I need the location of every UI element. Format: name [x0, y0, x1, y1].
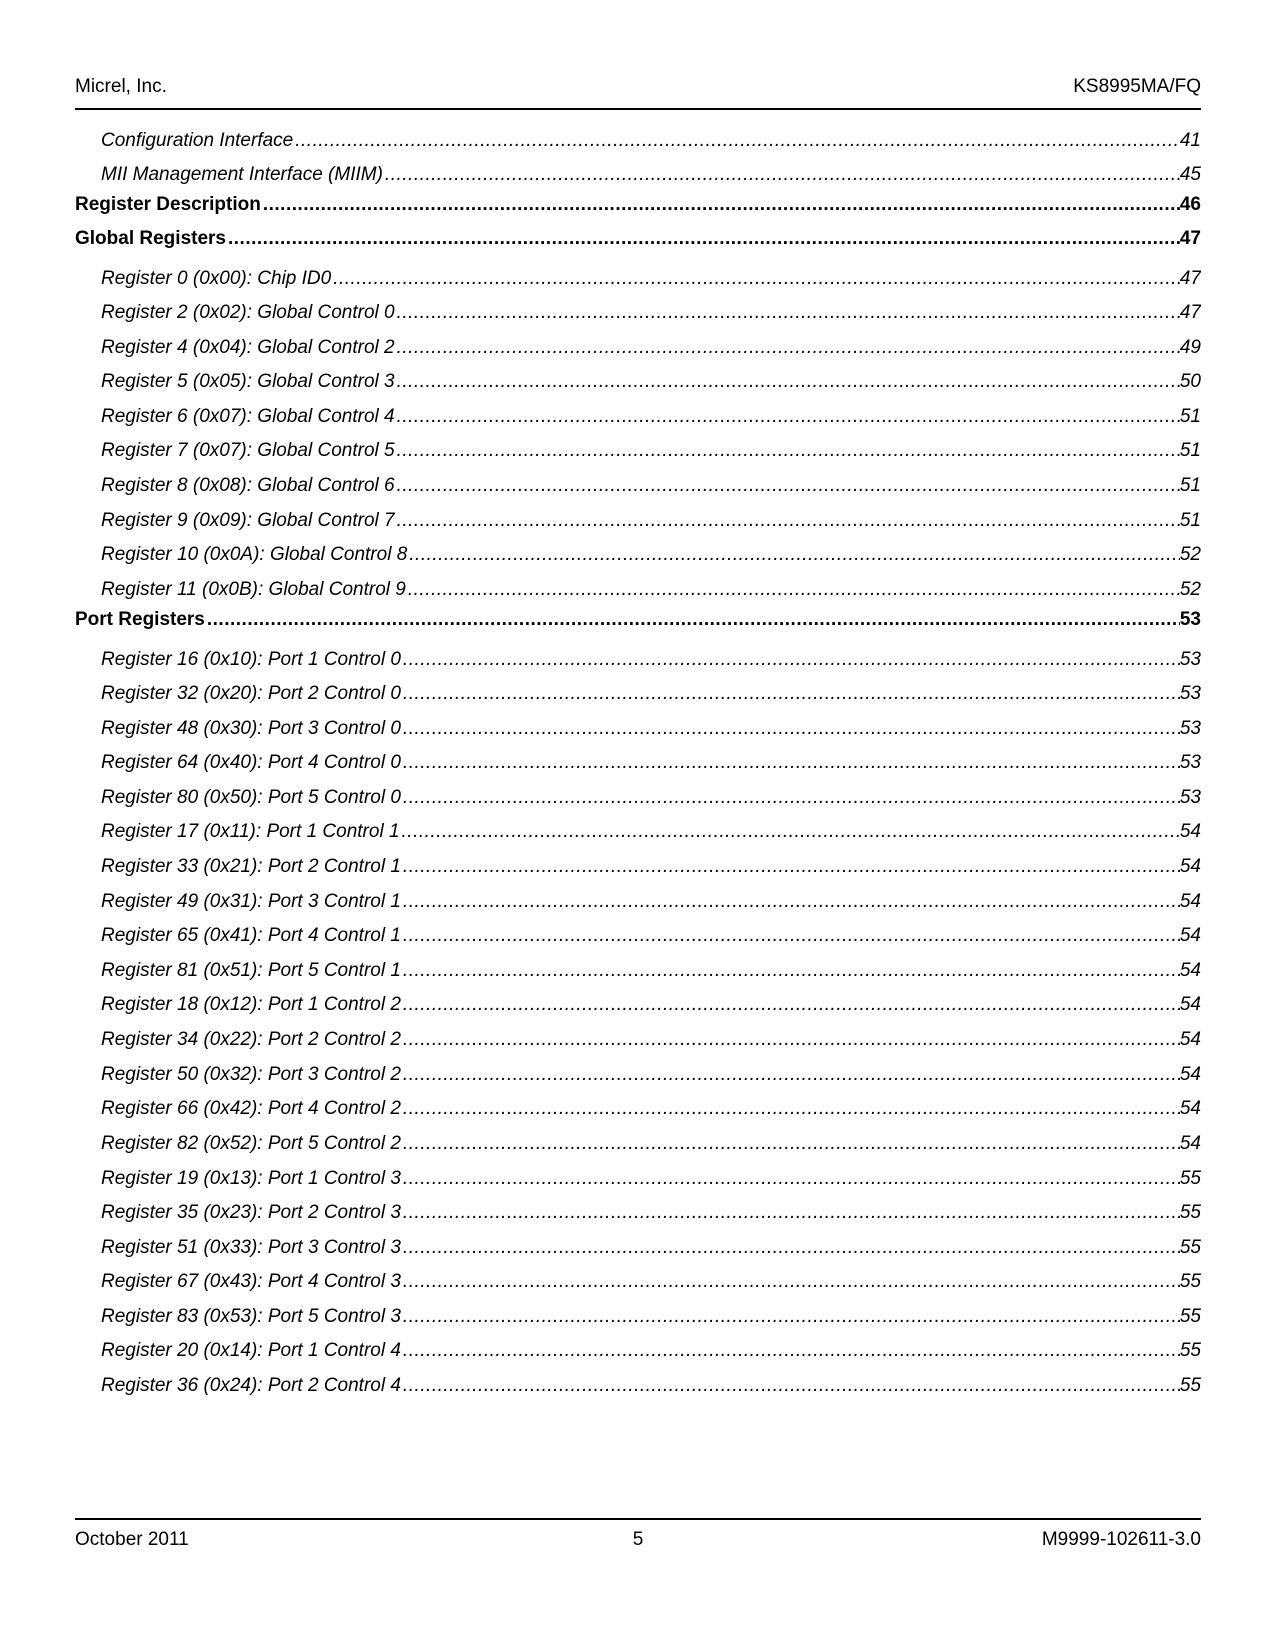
toc-entry[interactable] [101, 818, 1201, 844]
toc-entry[interactable] [101, 472, 1201, 498]
toc-entry[interactable] [101, 368, 1201, 394]
toc-entry-page: 54 [1179, 1133, 1201, 1154]
dot-leader [401, 855, 1180, 879]
toc-entry-page: 55 [1179, 1375, 1201, 1396]
dot-leader [401, 1167, 1180, 1191]
toc-entry-page: 51 [1179, 440, 1201, 461]
page-footer [75, 1518, 1201, 1560]
dot-leader [401, 751, 1180, 775]
dot-leader [401, 959, 1180, 983]
toc-entry[interactable] [101, 991, 1201, 1017]
dot-leader [401, 717, 1180, 741]
toc-entry-title: Register 36 (0x24): Port 2 Control 4 [101, 1375, 401, 1396]
dot-leader [331, 267, 1180, 291]
dot-leader [401, 786, 1180, 810]
toc-entry[interactable] [101, 1061, 1201, 1087]
dot-leader [395, 439, 1180, 463]
toc-entry-title: Global Registers [75, 228, 226, 249]
dot-leader [293, 129, 1180, 153]
toc-entry[interactable] [101, 715, 1201, 741]
dot-leader [261, 193, 1180, 217]
dot-leader [401, 1236, 1180, 1260]
toc-entry[interactable] [101, 1199, 1201, 1225]
toc-entry[interactable] [101, 1026, 1201, 1052]
toc-entry-title: Register 0 (0x00): Chip ID0 [101, 268, 332, 289]
toc-section-heading[interactable] [75, 225, 1201, 251]
toc-entry-title: Register Description [75, 194, 261, 215]
toc-entry[interactable] [101, 1268, 1201, 1294]
toc-entry-title: Register 50 (0x32): Port 3 Control 2 [101, 1064, 401, 1085]
toc-section-heading[interactable] [75, 606, 1201, 632]
toc-entry-page: 55 [1179, 1168, 1201, 1189]
toc-entry-page: 41 [1179, 130, 1201, 151]
toc-entry-page: 55 [1179, 1271, 1201, 1292]
toc-entry-title: Register 9 (0x09): Global Control 7 [101, 510, 395, 531]
dot-leader [395, 405, 1180, 429]
toc-entry-page: 54 [1179, 994, 1201, 1015]
dot-leader [395, 474, 1180, 498]
toc-entry-title: Register 7 (0x07): Global Control 5 [101, 440, 395, 461]
footer-date: October 2011 [75, 1529, 189, 1550]
footer-page-number: 5 [632, 1529, 644, 1550]
toc-entry-title: Register 67 (0x43): Port 4 Control 3 [101, 1271, 401, 1292]
dot-leader [401, 1028, 1180, 1052]
toc-entry-title: Register 2 (0x02): Global Control 0 [101, 302, 395, 323]
toc-entry-title: MII Management Interface (MIIM) [101, 164, 383, 185]
toc-entry[interactable] [101, 1165, 1201, 1191]
dot-leader [401, 1305, 1180, 1329]
toc-entry[interactable] [101, 1234, 1201, 1260]
toc-entry-page: 54 [1179, 960, 1201, 981]
toc-entry-page: 51 [1179, 510, 1201, 531]
toc-entry-title: Register 65 (0x41): Port 4 Control 1 [101, 925, 401, 946]
toc-entry-title: Register 5 (0x05): Global Control 3 [101, 371, 395, 392]
dot-leader [401, 890, 1180, 914]
toc-entry-page: 54 [1179, 891, 1201, 912]
toc-entry-page: 53 [1179, 649, 1201, 670]
dot-leader [395, 370, 1180, 394]
dot-leader [400, 820, 1180, 844]
toc-entry-page: 53 [1179, 752, 1201, 773]
toc-entry-page: 46 [1179, 194, 1201, 215]
toc-entry-title: Register 33 (0x21): Port 2 Control 1 [101, 856, 401, 877]
dot-leader [401, 1339, 1180, 1363]
dot-leader [401, 1201, 1180, 1225]
dot-leader [401, 1374, 1180, 1398]
toc-entry-page: 53 [1179, 609, 1201, 630]
dot-leader [395, 336, 1180, 360]
toc-entry-title: Port Registers [75, 609, 205, 630]
toc-entry[interactable] [101, 1337, 1201, 1363]
toc-entry-title: Register 51 (0x33): Port 3 Control 3 [101, 1237, 401, 1258]
toc-entry[interactable] [101, 922, 1201, 948]
toc-entry[interactable] [101, 334, 1201, 360]
toc-entry[interactable] [101, 1372, 1201, 1398]
toc-entry-page: 47 [1179, 228, 1201, 249]
toc-entry-title: Register 16 (0x10): Port 1 Control 0 [101, 649, 401, 670]
toc-entry-title: Register 32 (0x20): Port 2 Control 0 [101, 683, 401, 704]
toc-entry-title: Register 19 (0x13): Port 1 Control 3 [101, 1168, 401, 1189]
dot-leader [395, 301, 1180, 325]
toc-entry-page: 54 [1179, 1098, 1201, 1119]
toc-entry-page: 50 [1179, 371, 1201, 392]
dot-leader [401, 924, 1180, 948]
toc-entry[interactable] [101, 888, 1201, 914]
toc-entry-page: 55 [1179, 1202, 1201, 1223]
dot-leader [401, 1132, 1180, 1156]
toc-entry[interactable] [101, 680, 1201, 706]
toc-entry[interactable] [101, 646, 1201, 672]
toc-entry-page: 52 [1179, 544, 1201, 565]
dot-leader [406, 578, 1180, 602]
toc-entry-page: 47 [1179, 302, 1201, 323]
dot-leader [226, 227, 1180, 251]
dot-leader [401, 1270, 1180, 1294]
toc-entry-page: 53 [1179, 718, 1201, 739]
toc-entry[interactable] [101, 507, 1201, 533]
toc-entry-page: 55 [1179, 1237, 1201, 1258]
toc-entry-title: Register 6 (0x07): Global Control 4 [101, 406, 395, 427]
dot-leader [401, 1063, 1180, 1087]
toc-entry[interactable] [101, 576, 1201, 602]
toc-entry-page: 51 [1179, 475, 1201, 496]
toc-entry-title: Register 64 (0x40): Port 4 Control 0 [101, 752, 401, 773]
toc-entry-title: Register 82 (0x52): Port 5 Control 2 [101, 1133, 401, 1154]
dot-leader [401, 993, 1180, 1017]
toc-entry-title: Configuration Interface [101, 130, 294, 151]
toc-entry[interactable] [101, 957, 1201, 983]
toc-entry[interactable] [101, 161, 1201, 187]
toc-entry[interactable] [101, 1130, 1201, 1156]
toc-entry[interactable] [101, 749, 1201, 775]
header-part-number: KS8995MA/FQ [1073, 76, 1201, 97]
toc-entry-title: Register 49 (0x31): Port 3 Control 1 [101, 891, 401, 912]
toc-entry-title: Register 83 (0x53): Port 5 Control 3 [101, 1306, 401, 1327]
toc-entry[interactable] [101, 299, 1201, 325]
toc-entry[interactable] [101, 853, 1201, 879]
toc-entry-page: 55 [1179, 1340, 1201, 1361]
toc-entry-page: 51 [1179, 406, 1201, 427]
toc-entry[interactable] [101, 1095, 1201, 1121]
toc-entry-title: Register 18 (0x12): Port 1 Control 2 [101, 994, 401, 1015]
toc-entry-title: Register 4 (0x04): Global Control 2 [101, 337, 395, 358]
toc-entry-title: Register 80 (0x50): Port 5 Control 0 [101, 787, 401, 808]
toc-entry-page: 55 [1179, 1306, 1201, 1327]
toc-section-heading[interactable] [75, 191, 1201, 217]
toc-entry-title: Register 10 (0x0A): Global Control 8 [101, 544, 408, 565]
toc-entry-title: Register 81 (0x51): Port 5 Control 1 [101, 960, 401, 981]
dot-leader [205, 608, 1180, 632]
toc-entry-title: Register 8 (0x08): Global Control 6 [101, 475, 395, 496]
toc-entry-page: 54 [1179, 856, 1201, 877]
dot-leader [401, 682, 1180, 706]
dot-leader [401, 648, 1180, 672]
toc-entry-page: 53 [1179, 787, 1201, 808]
toc-entry-page: 49 [1179, 337, 1201, 358]
footer-doc-number: M9999-102611-3.0 [1041, 1529, 1201, 1550]
toc-entry-page: 54 [1179, 1029, 1201, 1050]
toc-entry-title: Register 35 (0x23): Port 2 Control 3 [101, 1202, 401, 1223]
toc-entry-title: Register 17 (0x11): Port 1 Control 1 [101, 821, 400, 842]
toc-entry-page: 54 [1179, 925, 1201, 946]
dot-leader [395, 509, 1180, 533]
toc-entry-title: Register 66 (0x42): Port 4 Control 2 [101, 1098, 401, 1119]
toc-entry-page: 52 [1179, 579, 1201, 600]
dot-leader [407, 543, 1180, 567]
toc-entry[interactable] [101, 784, 1201, 810]
dot-leader [383, 163, 1180, 187]
toc-entry-title: Register 48 (0x30): Port 3 Control 0 [101, 718, 401, 739]
toc-entry-page: 45 [1179, 164, 1201, 185]
dot-leader [401, 1097, 1180, 1121]
toc-entry[interactable] [101, 403, 1201, 429]
toc-entry-title: Register 20 (0x14): Port 1 Control 4 [101, 1340, 401, 1361]
table-of-contents [75, 0, 1201, 1650]
toc-entry-title: Register 34 (0x22): Port 2 Control 2 [101, 1029, 401, 1050]
toc-entry-title: Register 11 (0x0B): Global Control 9 [101, 579, 406, 600]
toc-entry-page: 47 [1179, 268, 1201, 289]
toc-entry[interactable] [101, 127, 1201, 153]
toc-entry[interactable] [101, 1303, 1201, 1329]
toc-entry-page: 54 [1179, 1064, 1201, 1085]
toc-entry[interactable] [101, 265, 1201, 291]
header-company: Micrel, Inc. [75, 76, 167, 97]
toc-entry-page: 53 [1179, 683, 1201, 704]
toc-entry[interactable] [101, 541, 1201, 567]
toc-entry-page: 54 [1179, 821, 1201, 842]
toc-entry[interactable] [101, 437, 1201, 463]
